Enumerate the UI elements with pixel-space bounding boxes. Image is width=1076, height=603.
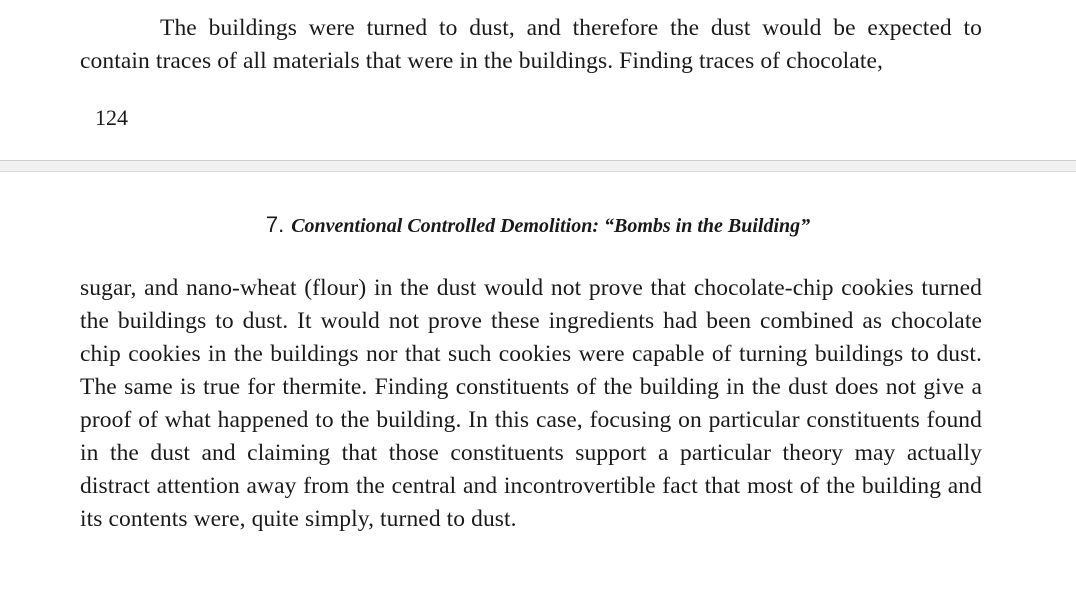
page-number: 124 [95, 105, 128, 130]
running-header [0, 212, 1076, 238]
page-bottom [0, 172, 1076, 603]
page-top [0, 0, 1076, 160]
chapter-title: Conventional Controlled Demolition: “Bombs in the Building” [291, 215, 811, 237]
page-separator [0, 160, 1076, 172]
body-paragraph-top: The buildings were turned to dust, and therefore the dust would be expected to contain traces of all materials that were in the buildings. Finding traces of chocolate, [80, 15, 982, 74]
body-paragraph-bottom: sugar, and nano-wheat (flour) in the dust would not prove that chocolate-chip cookies turned the buildings to dust. It would not prove these ingredients had been combined as chocolate chip cookies in the buildings nor that such cookies were capable of turning buildings to dust. The same is true for thermite. Finding constituents of the building in the dust does not give a proof of what happened to the building. In this case, focusing on particular constituents found in the dust and claiming that those constituents support a particular theory may actually distract attention away from the central and incontrovertible fact that most of the building and its contents were, quite simply, turned to dust. [80, 275, 982, 532]
chapter-number: 7. [265, 212, 285, 237]
